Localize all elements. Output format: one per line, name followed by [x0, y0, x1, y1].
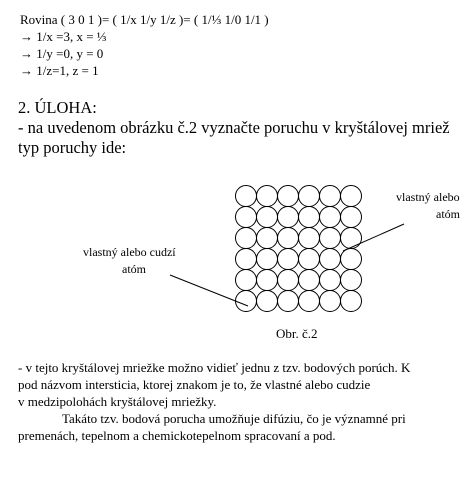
- figure-caption: Obr. č.2: [276, 326, 318, 341]
- answer-line-2: pod názvom intersticia, ktorej znakom je to, že vlastné alebo cudzie: [18, 377, 371, 392]
- answer-line-4: Takáto tzv. bodová porucha umožňuje difúziu, čo je významné pri: [62, 411, 406, 426]
- lattice-atom: [341, 270, 362, 291]
- lattice-atom: [341, 291, 362, 312]
- label-right-line-2: atóm: [436, 207, 460, 221]
- label-left-line-2: atóm: [122, 262, 146, 276]
- task-line-2: typ poruchy ide:: [18, 138, 127, 157]
- lattice-atom: [278, 228, 299, 249]
- lattice-atom: [278, 291, 299, 312]
- calc-line-4: → 1/z=1, z = 1: [20, 63, 99, 78]
- lattice-atom: [257, 249, 278, 270]
- lattice-atom: [299, 207, 320, 228]
- lattice-atom: [341, 249, 362, 270]
- lattice-atom: [341, 207, 362, 228]
- lattice-atom: [320, 291, 341, 312]
- label-right-line-1: vlastný alebo: [396, 190, 460, 204]
- lattice-atom: [278, 270, 299, 291]
- calc-line-1: Rovina ( 3 0 1 )= ( 1/x 1/y 1/z )= ( 1/⅓ 1/0 1/1 ): [20, 12, 269, 27]
- pointer-line-left: [170, 275, 248, 306]
- lattice-atom: [236, 291, 257, 312]
- lattice-atom: [236, 207, 257, 228]
- lattice-atom: [278, 186, 299, 207]
- calc-line-2: → 1/x =3, x = ⅓: [20, 29, 107, 44]
- calc-line-3: → 1/y =0, y = 0: [20, 46, 104, 61]
- lattice-grid: [236, 186, 362, 312]
- answer-line-3: v medzipolohách kryštálovej mriežky.: [18, 394, 217, 409]
- lattice-atom: [278, 249, 299, 270]
- task-line-1: - na uvedenom obrázku č.2 vyznačte poruchu v kryštálovej mriež: [18, 118, 450, 137]
- lattice-atom: [299, 228, 320, 249]
- lattice-atom: [320, 270, 341, 291]
- lattice-atom: [278, 207, 299, 228]
- lattice-atom: [320, 207, 341, 228]
- lattice-atom: [236, 186, 257, 207]
- lattice-atom: [236, 228, 257, 249]
- label-left-line-1: vlastný alebo cudzí: [83, 245, 176, 259]
- lattice-atom: [257, 228, 278, 249]
- lattice-atom: [257, 291, 278, 312]
- lattice-atom: [341, 228, 362, 249]
- lattice-atom: [320, 228, 341, 249]
- lattice-atom: [320, 186, 341, 207]
- lattice-atom: [257, 207, 278, 228]
- lattice-atom: [299, 291, 320, 312]
- lattice-atom: [236, 270, 257, 291]
- lattice-atom: [257, 186, 278, 207]
- lattice-atom: [299, 186, 320, 207]
- task-heading: 2. ÚLOHA:: [18, 98, 97, 117]
- lattice-atom: [320, 249, 341, 270]
- lattice-atom: [341, 186, 362, 207]
- lattice-atom: [299, 270, 320, 291]
- lattice-atom: [299, 249, 320, 270]
- answer-line-5: premenách, tepelnom a chemickotepelnom spracovaní a pod.: [18, 428, 336, 443]
- answer-line-1: - v tejto kryštálovej mriežke možno vidieť jednu z tzv. bodových porúch. K: [18, 360, 411, 375]
- lattice-atom: [257, 270, 278, 291]
- lattice-atom: [236, 249, 257, 270]
